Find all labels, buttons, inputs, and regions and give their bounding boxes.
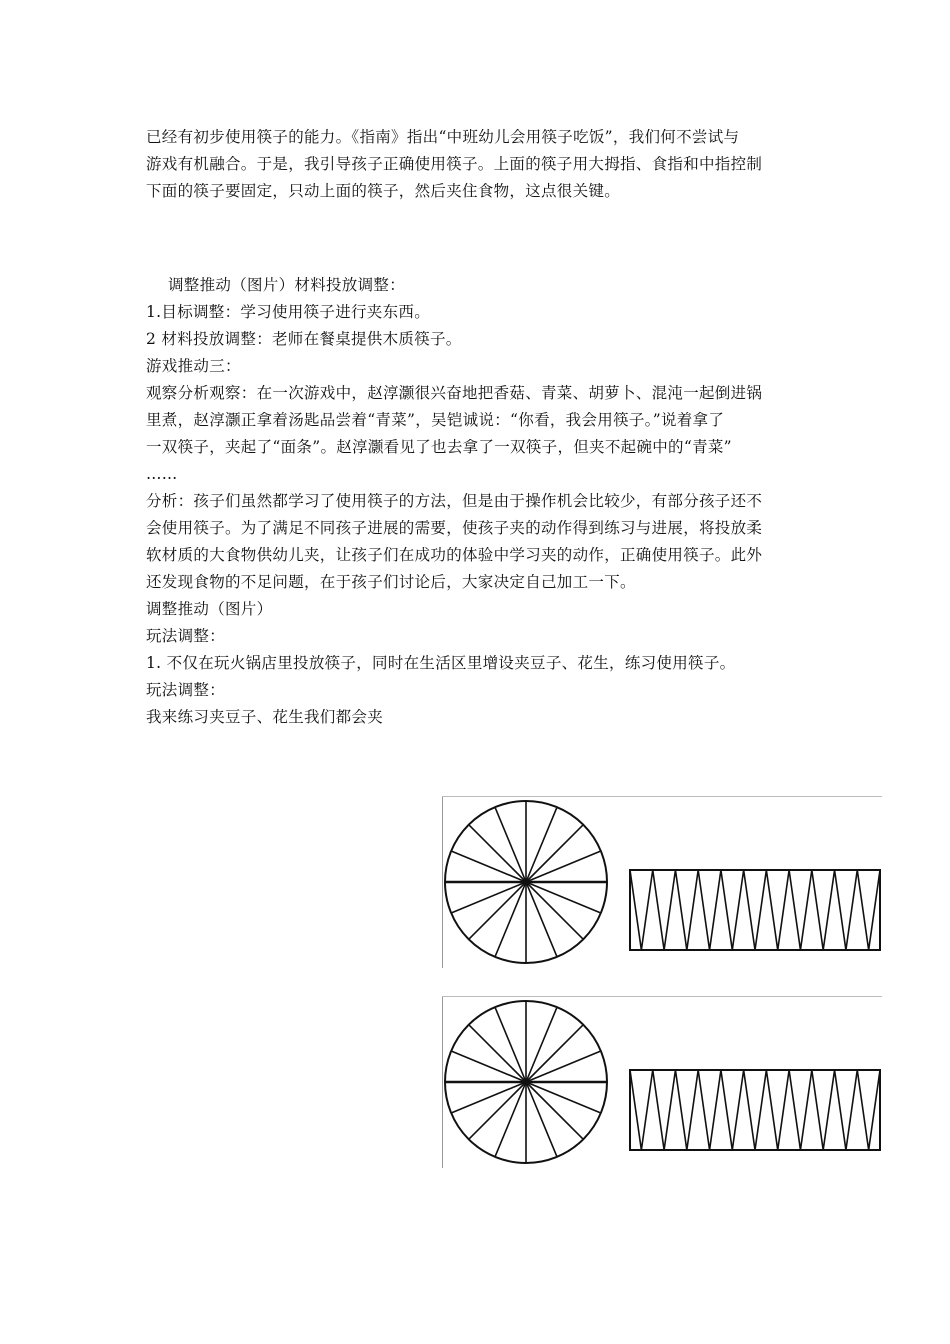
text-line: …… [146, 465, 178, 483]
zigzag-frame [630, 870, 880, 950]
text-line: 会使用筷子。为了满足不同孩子进展的需要，使孩子夹的动作得到练习与进展，将投放柔 [146, 519, 763, 537]
wheel-spoke [469, 1025, 526, 1082]
wheel-spoke [526, 882, 583, 939]
section-heading: 调整推动（图片） [146, 600, 273, 618]
text-line: 下面的筷子要固定，只动上面的筷子，然后夹住食物，这点很关键。 [146, 182, 621, 200]
zigzag-line [630, 1070, 880, 1150]
intro-paragraph [146, 124, 810, 205]
text-line: 一双筷子，夹起了“面条”。赵淳灏看见了也去拿了一双筷子，但夹不起碗中的“青菜” [146, 438, 732, 456]
wheel-spoke [469, 882, 526, 939]
text-line: 游戏有机融合。于是，我引导孩子正确使用筷子。上面的筷子用大拇指、食指和中指控制 [146, 155, 763, 173]
wheel-spoke [526, 825, 583, 882]
figure-wheel-zigzag-1 [442, 796, 882, 968]
wheel-spoke [469, 1082, 526, 1139]
text-line: 1. 不仅在玩火锅店里投放筷子，同时在生活区里增设夹豆子、花生，练习使用筷子。 [146, 654, 736, 672]
wheel-spoke [526, 1082, 583, 1139]
text-line: 1.目标调整：学习使用筷子进行夹东西。 [146, 303, 430, 321]
text-line: 软材质的大食物供幼儿夹，让孩子们在成功的体验中学习夹的动作，正确使用筷子。此外 [146, 546, 763, 564]
wheel-spoke [526, 1025, 583, 1082]
text-line: 已经有初步使用筷子的能力。《指南》指出“中班幼儿会用筷子吃饭”，我们何不尝试与 [146, 128, 740, 146]
text-line: 里煮，赵淳灏正拿着汤匙品尝着“青菜”，吴铠诚说：“你看，我会用筷子。”说着拿了 [146, 411, 725, 429]
section-heading: 游戏推动三： [146, 357, 241, 375]
text-line: 玩法调整： [146, 627, 226, 645]
zigzag-frame [630, 1070, 880, 1150]
figure-drawing [442, 996, 882, 1168]
section-heading: 调整推动（图片）材料投放调整： [168, 276, 406, 294]
wheel-spoke [469, 825, 526, 882]
text-line: 我来练习夹豆子、花生我们都会夹 [146, 708, 384, 726]
figure-wheel-zigzag-2 [442, 996, 882, 1168]
text-line: 玩法调整： [146, 681, 226, 699]
figure-drawing [442, 796, 882, 968]
text-line: 还发现食物的不足问题，在于孩子们讨论后，大家决定自己加工一下。 [146, 573, 636, 591]
body-paragraphs [146, 272, 810, 731]
text-line: 观察分析观察：在一次游戏中，赵淳灏很兴奋地把香菇、青菜、胡萝卜、混沌一起倒进锅 [146, 384, 763, 402]
text-line: 分析：孩子们虽然都学习了使用筷子的方法，但是由于操作机会比较少，有部分孩子还不 [146, 492, 763, 510]
zigzag-line [630, 870, 880, 950]
text-line: 2 材料投放调整：老师在餐桌提供木质筷子。 [146, 330, 462, 348]
